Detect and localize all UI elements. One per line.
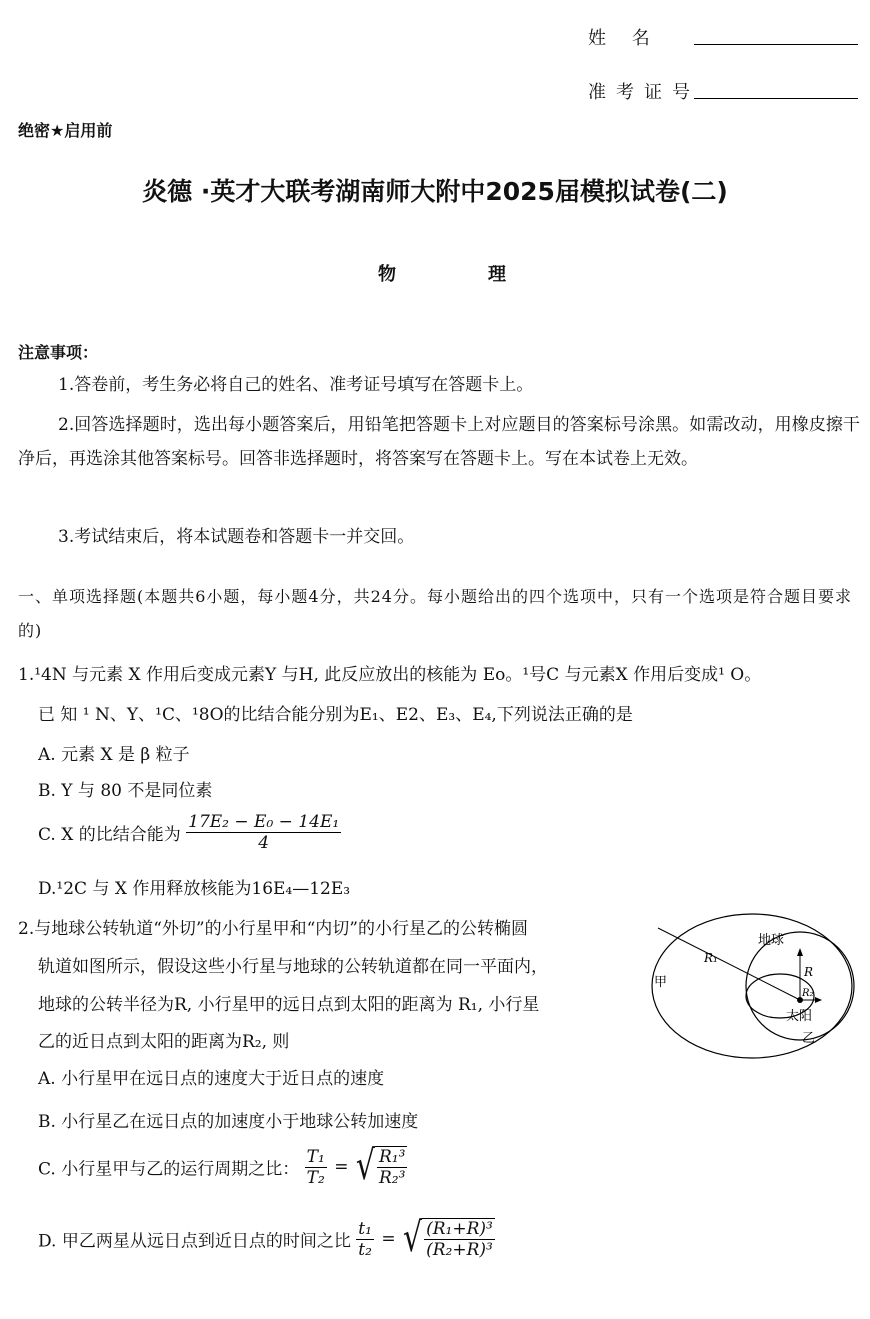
- exam-id-label: 准考证号: [588, 82, 700, 103]
- q2-option-d-rhs-num: (R₁+R)³: [426, 1219, 493, 1239]
- q2-option-c: [38, 1142, 407, 1190]
- q2-option-d: [38, 1214, 495, 1262]
- yi-label: 乙: [802, 1031, 816, 1046]
- earth-label: 地球: [758, 933, 785, 948]
- confidential-mark: 绝密★启用前: [18, 121, 113, 140]
- r2-arrow-icon: [815, 997, 822, 1003]
- q1-option-a: A. 元素 X 是 β 粒子: [38, 745, 190, 765]
- q1-option-c-fraction: [186, 812, 341, 853]
- q1-stem-line-1: 1.¹4N 与元素 X 作用后变成元素Y 与H, 此反应放出的核能为 Eo。¹号C 与元素X 作用后变成¹ O。: [18, 665, 762, 685]
- q2-option-c-rhs-den: R₂³: [378, 1168, 406, 1188]
- q2-option-d-text: D. 甲乙两星从远日点到近日点的时间之比: [38, 1231, 351, 1252]
- q1-option-c-text: C. X 的比结合能为: [38, 825, 181, 845]
- equals-sign: =: [381, 1229, 396, 1249]
- jia-label: 甲: [654, 975, 668, 990]
- q2-option-d-lhs: [356, 1219, 374, 1260]
- q2-option-d-lhs-num: t₁: [358, 1218, 372, 1239]
- q2-option-d-sqrt: [402, 1214, 495, 1262]
- q2-option-d-lhs-den: t₂: [358, 1239, 372, 1260]
- q1-option-c-numerator: 17E₂ − E₀ − 14E₁: [188, 812, 340, 832]
- q1-option-b: B. Y 与 80 不是同位素: [38, 781, 213, 801]
- subject-char-2: 理: [488, 264, 506, 285]
- note-3: 3.考试结束后，将本试题卷和答题卡一并交回。: [58, 527, 415, 547]
- section-heading: 一、单项选择题(本题共6小题，每小题4分，共24分。每小题给出的四个选项中，只有一个选项是符合题目要求的): [18, 587, 852, 640]
- q2-stem-line-2: 轨道如图所示，假设这些小行星与地球的公转轨道都在同一平面内，: [38, 957, 548, 977]
- q2-option-c-sqrt: [355, 1142, 408, 1190]
- q2-stem-line-4: 乙的近日点到太阳的距离为R₂, 则: [38, 1032, 290, 1052]
- q2-option-b: B. 小行星乙在远日点的加速度小于地球公转加速度: [38, 1112, 419, 1132]
- q2-option-c-lhs-num: T₁: [306, 1146, 325, 1167]
- note-2: 2.回答选择题时，选出每小题答案后，用铅笔把答题卡上对应题目的答案标号涂黑。如需改动，用橡皮擦干净后，再选涂其他答案标号。回答非选择题时，将答案写在答题卡上。写在本试卷上无效。: [18, 415, 860, 469]
- q2-stem-line-1: 2.与地球公转轨道“外切”的小行星甲和“内切”的小行星乙的公转椭圆: [18, 919, 528, 939]
- q2-stem-line-3: 地球的公转半径为R, 小行星甲的远日点到太阳的距离为 R₁, 小行星: [38, 995, 540, 1015]
- q1-option-d: D.¹2C 与 X 作用释放核能为16E₄—12E₃: [38, 879, 351, 899]
- orbit-diagram: [648, 906, 858, 1064]
- q1-option-c: [38, 812, 341, 853]
- asteroid-jia-orbit: [652, 914, 852, 1058]
- q2-option-c-lhs: [305, 1147, 327, 1188]
- q2-option-d-rhs-den: (R₂+R)³: [426, 1240, 493, 1260]
- subject-char-1: 物: [378, 264, 396, 285]
- name-field[interactable]: [694, 24, 858, 45]
- notes-heading: 注意事项：: [18, 343, 99, 362]
- exam-title: 炎德 ·英才大联考湖南师大附中2025届模拟试卷(二): [142, 177, 728, 206]
- r-label: R: [804, 965, 814, 979]
- equals-sign: =: [334, 1157, 349, 1177]
- r1-label: R₁: [704, 951, 718, 965]
- note-1: 1.答卷前，考生务必将自己的姓名、准考证号填写在答题卡上。: [58, 375, 534, 395]
- radical-sign: √: [355, 1142, 375, 1190]
- r-arrow-icon: [797, 948, 803, 956]
- r2-label: R₂: [802, 988, 814, 999]
- q2-option-a: A. 小行星甲在远日点的速度大于近日点的速度: [38, 1069, 385, 1089]
- q2-option-c-rhs-num: R₁³: [378, 1147, 406, 1167]
- q1-option-c-denominator: 4: [258, 833, 270, 853]
- radical-sign: √: [402, 1214, 423, 1262]
- exam-id-field[interactable]: [694, 78, 858, 99]
- name-label: 姓 名: [588, 28, 660, 49]
- q1-stem-line-2: 已 知 ¹ N、Y、¹C、¹8O的比结合能分别为E₁、E2、E₃、E₄,下列说法正确的是: [38, 705, 633, 725]
- sun-label: 太阳: [786, 1009, 813, 1024]
- q2-option-c-lhs-den: T₂: [306, 1167, 325, 1188]
- q2-option-c-text: C. 小行星甲与乙的运行周期之比：: [38, 1159, 300, 1180]
